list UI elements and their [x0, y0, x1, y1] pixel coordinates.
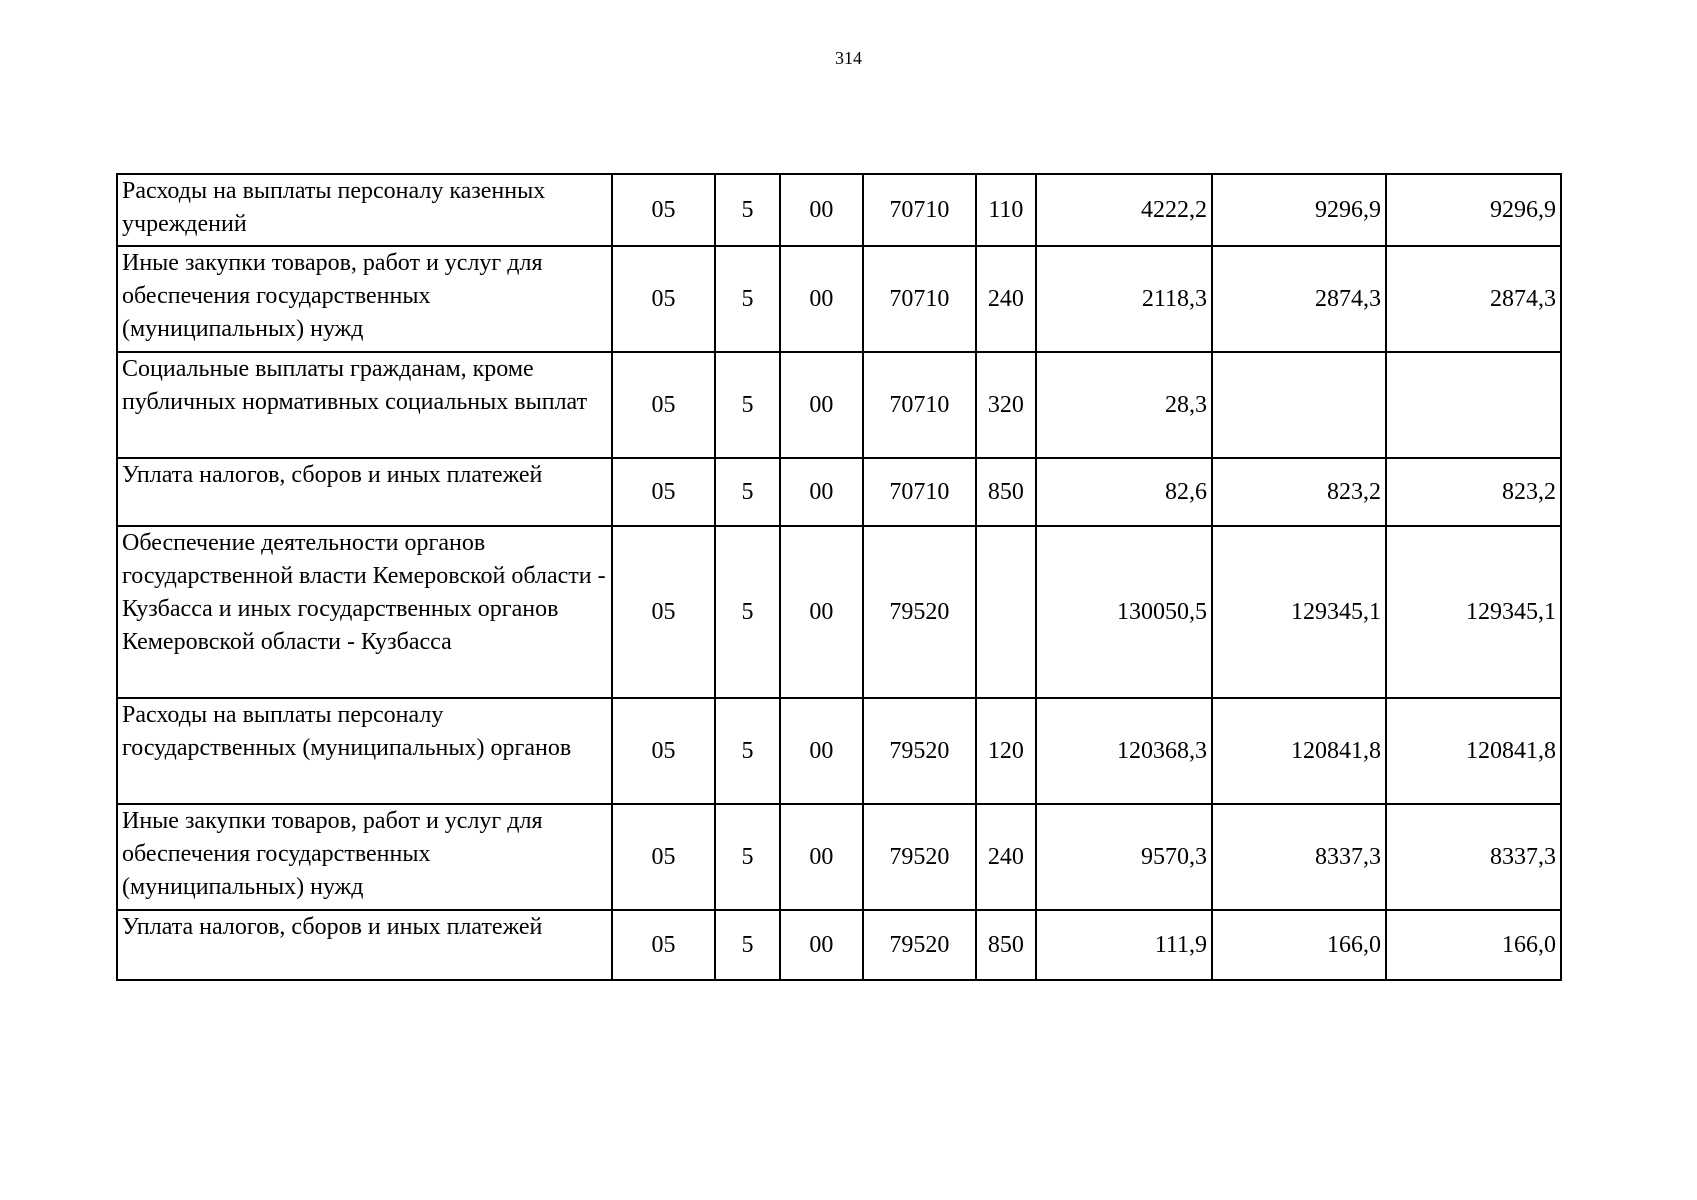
row-name-cell: Уплата налогов, сборов и иных платежей [117, 458, 612, 526]
table-row [117, 246, 1561, 352]
program-code-cell: 5 [715, 910, 779, 980]
direction-code-cell: 70710 [863, 458, 976, 526]
direction-code-cell: 70710 [863, 174, 976, 246]
subprogram-code-cell: 00 [780, 458, 863, 526]
table-row [117, 526, 1561, 698]
amount-year3-cell: 120841,8 [1386, 698, 1561, 804]
subprogram-code-cell: 00 [780, 910, 863, 980]
expense-type-cell: 850 [976, 910, 1036, 980]
row-name-cell: Расходы на выплаты персоналу государственных (муниципальных) органов [117, 698, 612, 804]
direction-code-cell: 70710 [863, 352, 976, 458]
amount-year1-cell: 9570,3 [1036, 804, 1212, 910]
program-code-cell: 5 [715, 174, 779, 246]
page-number: 314 [835, 48, 862, 68]
table-row [117, 910, 1561, 980]
amount-year3-cell: 129345,1 [1386, 526, 1561, 698]
expense-type-cell [976, 526, 1036, 698]
row-name-cell: Уплата налогов, сборов и иных платежей [117, 910, 612, 980]
section-code-cell: 05 [612, 246, 716, 352]
subprogram-code-cell: 00 [780, 246, 863, 352]
program-code-cell: 5 [715, 804, 779, 910]
amount-year3-cell: 823,2 [1386, 458, 1561, 526]
amount-year2-cell: 2874,3 [1212, 246, 1386, 352]
amount-year2-cell: 129345,1 [1212, 526, 1386, 698]
section-code-cell: 05 [612, 698, 716, 804]
amount-year3-cell: 9296,9 [1386, 174, 1561, 246]
expense-type-cell: 240 [976, 246, 1036, 352]
direction-code-cell: 79520 [863, 804, 976, 910]
program-code-cell: 5 [715, 246, 779, 352]
table-row [117, 174, 1561, 246]
amount-year3-cell [1386, 352, 1561, 458]
subprogram-code-cell: 00 [780, 352, 863, 458]
amount-year2-cell [1212, 352, 1386, 458]
amount-year1-cell: 130050,5 [1036, 526, 1212, 698]
table-row [117, 804, 1561, 910]
direction-code-cell: 79520 [863, 910, 976, 980]
amount-year1-cell: 120368,3 [1036, 698, 1212, 804]
expense-type-cell: 320 [976, 352, 1036, 458]
amount-year3-cell: 2874,3 [1386, 246, 1561, 352]
direction-code-cell: 79520 [863, 698, 976, 804]
section-code-cell: 05 [612, 352, 716, 458]
amount-year2-cell: 120841,8 [1212, 698, 1386, 804]
program-code-cell: 5 [715, 352, 779, 458]
direction-code-cell: 70710 [863, 246, 976, 352]
table-row [117, 352, 1561, 458]
expense-type-cell: 850 [976, 458, 1036, 526]
row-name-cell: Расходы на выплаты персоналу казенных учреждений [117, 174, 612, 246]
amount-year2-cell: 166,0 [1212, 910, 1386, 980]
amount-year2-cell: 8337,3 [1212, 804, 1386, 910]
row-name-cell: Обеспечение деятельности органов государственной власти Кемеровской области - Кузбасса и иных государственных органов Кемеровской области - Кузбасса [117, 526, 612, 698]
expense-type-cell: 120 [976, 698, 1036, 804]
subprogram-code-cell: 00 [780, 698, 863, 804]
amount-year3-cell: 8337,3 [1386, 804, 1561, 910]
section-code-cell: 05 [612, 174, 716, 246]
row-name-cell: Иные закупки товаров, работ и услуг для обеспечения государственных (муниципальных) нужд [117, 804, 612, 910]
amount-year1-cell: 28,3 [1036, 352, 1212, 458]
direction-code-cell: 79520 [863, 526, 976, 698]
table-row [117, 698, 1561, 804]
amount-year1-cell: 4222,2 [1036, 174, 1212, 246]
section-code-cell: 05 [612, 458, 716, 526]
amount-year1-cell: 111,9 [1036, 910, 1212, 980]
amount-year1-cell: 2118,3 [1036, 246, 1212, 352]
row-name-cell: Социальные выплаты гражданам, кроме публичных нормативных социальных выплат [117, 352, 612, 458]
budget-table [116, 173, 1562, 981]
section-code-cell: 05 [612, 804, 716, 910]
section-code-cell: 05 [612, 910, 716, 980]
section-code-cell: 05 [612, 526, 716, 698]
subprogram-code-cell: 00 [780, 174, 863, 246]
program-code-cell: 5 [715, 458, 779, 526]
amount-year3-cell: 166,0 [1386, 910, 1561, 980]
subprogram-code-cell: 00 [780, 804, 863, 910]
expense-type-cell: 110 [976, 174, 1036, 246]
program-code-cell: 5 [715, 698, 779, 804]
program-code-cell: 5 [715, 526, 779, 698]
amount-year2-cell: 9296,9 [1212, 174, 1386, 246]
row-name-cell: Иные закупки товаров, работ и услуг для обеспечения государственных (муниципальных) нужд [117, 246, 612, 352]
expense-type-cell: 240 [976, 804, 1036, 910]
amount-year2-cell: 823,2 [1212, 458, 1386, 526]
table-row [117, 458, 1561, 526]
amount-year1-cell: 82,6 [1036, 458, 1212, 526]
subprogram-code-cell: 00 [780, 526, 863, 698]
